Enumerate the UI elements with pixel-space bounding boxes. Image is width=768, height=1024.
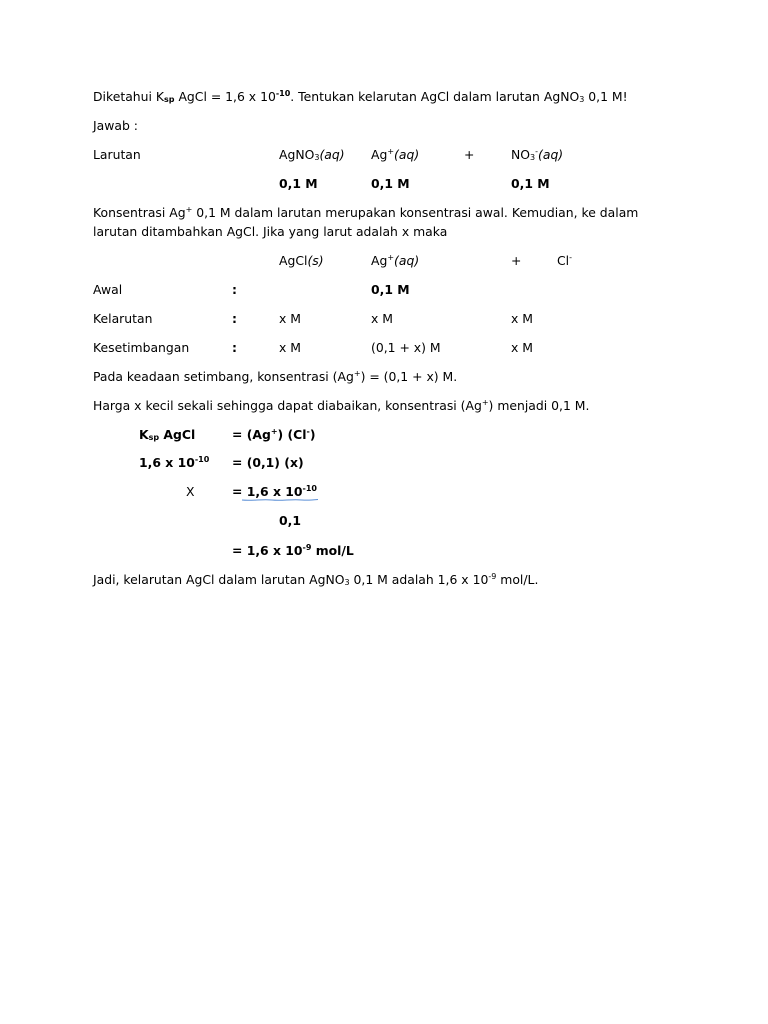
ice-cell: x M	[511, 340, 533, 355]
conclusion-sentence: Jadi, kelarutan AgCl dalam larutan AgNO$_3$ 0,1 M adalah 1,6 x $10^{-9}$ mol/L.	[93, 572, 539, 587]
spellcheck-squiggle	[242, 498, 318, 502]
ice-cell: (0,1 + x) M	[371, 340, 441, 355]
question-text: . Tentukan kelarutan AgCl dalam larutan AgNO	[290, 89, 580, 104]
exponent: -10	[275, 89, 291, 98]
ice-cell: x M	[279, 340, 301, 355]
calc-result: = 1,6 x $10^{-9}$ mol/L	[232, 543, 354, 558]
ice-row-label: Kesetimbangan	[93, 340, 190, 355]
eq1-label: Larutan	[93, 147, 141, 162]
jawab-label: Jawab :	[93, 118, 138, 133]
ice-colon: :	[232, 311, 237, 326]
question-text: AgCl = 1,6 x 10	[174, 89, 276, 104]
ice-colon: :	[232, 282, 237, 297]
eq1-reactant: AgNO$_3$(aq)	[279, 147, 345, 162]
calc-ksp-label: $K_{sp}$ AgCl	[139, 427, 196, 442]
eq1-conc-no3: 0,1 M	[511, 176, 550, 191]
eq1-conc-ag: 0,1 M	[371, 176, 410, 191]
eq1-conc-reactant: 0,1 M	[279, 176, 318, 191]
question-text: Diketahui K	[93, 89, 165, 104]
paragraph-line-1: Konsentrasi Ag+ 0,1 M dalam larutan merupakan konsentrasi awal. Kemudian, ke dalam	[93, 205, 639, 220]
ice-cell: x M	[371, 311, 393, 326]
ksp-subscript: sp	[164, 95, 175, 104]
calc-ksp-value: 1,6 x $10^{-10}$	[139, 455, 210, 470]
question-text: 0,1 M!	[584, 89, 628, 104]
approximation-sentence: Harga x kecil sekali sehingga dapat diabaikan, konsentrasi (Ag+) menjadi 0,1 M.	[93, 398, 590, 413]
calc-x-denominator: 0,1	[279, 513, 301, 528]
eq2-reactant: AgCl(s)	[279, 253, 324, 268]
calc-ksp-expression: = (Ag+) (Cl-)	[232, 427, 316, 442]
eq2-product-ag: Ag+(aq)	[371, 253, 420, 268]
calc-x-label: X	[186, 484, 195, 499]
paragraph-line-2: larutan ditambahkan AgCl. Jika yang larut adalah x maka	[93, 224, 448, 239]
subscript: 3	[579, 95, 585, 104]
ice-row-label: Kelarutan	[93, 311, 153, 326]
equilibrium-sentence: Pada keadaan setimbang, konsentrasi (Ag+) = (0,1 + x) M.	[93, 369, 458, 384]
eq2-product-cl: Cl-	[557, 253, 572, 268]
calc-x-numerator: = 1,6 x $10^{-10}$	[232, 484, 317, 499]
ice-colon: :	[232, 340, 237, 355]
question-line	[93, 89, 628, 105]
eq1-plus: +	[464, 147, 475, 162]
eq2-plus: +	[511, 253, 522, 268]
calc-substitution: = (0,1) (x)	[232, 455, 304, 470]
ice-row-label: Awal	[93, 282, 123, 297]
ice-cell: x M	[279, 311, 301, 326]
ice-cell: x M	[511, 311, 533, 326]
ice-cell: 0,1 M	[371, 282, 410, 297]
eq1-product-no3: $NO_3^-(aq)$	[511, 147, 564, 162]
eq1-product-ag: Ag+(aq)	[371, 147, 420, 162]
